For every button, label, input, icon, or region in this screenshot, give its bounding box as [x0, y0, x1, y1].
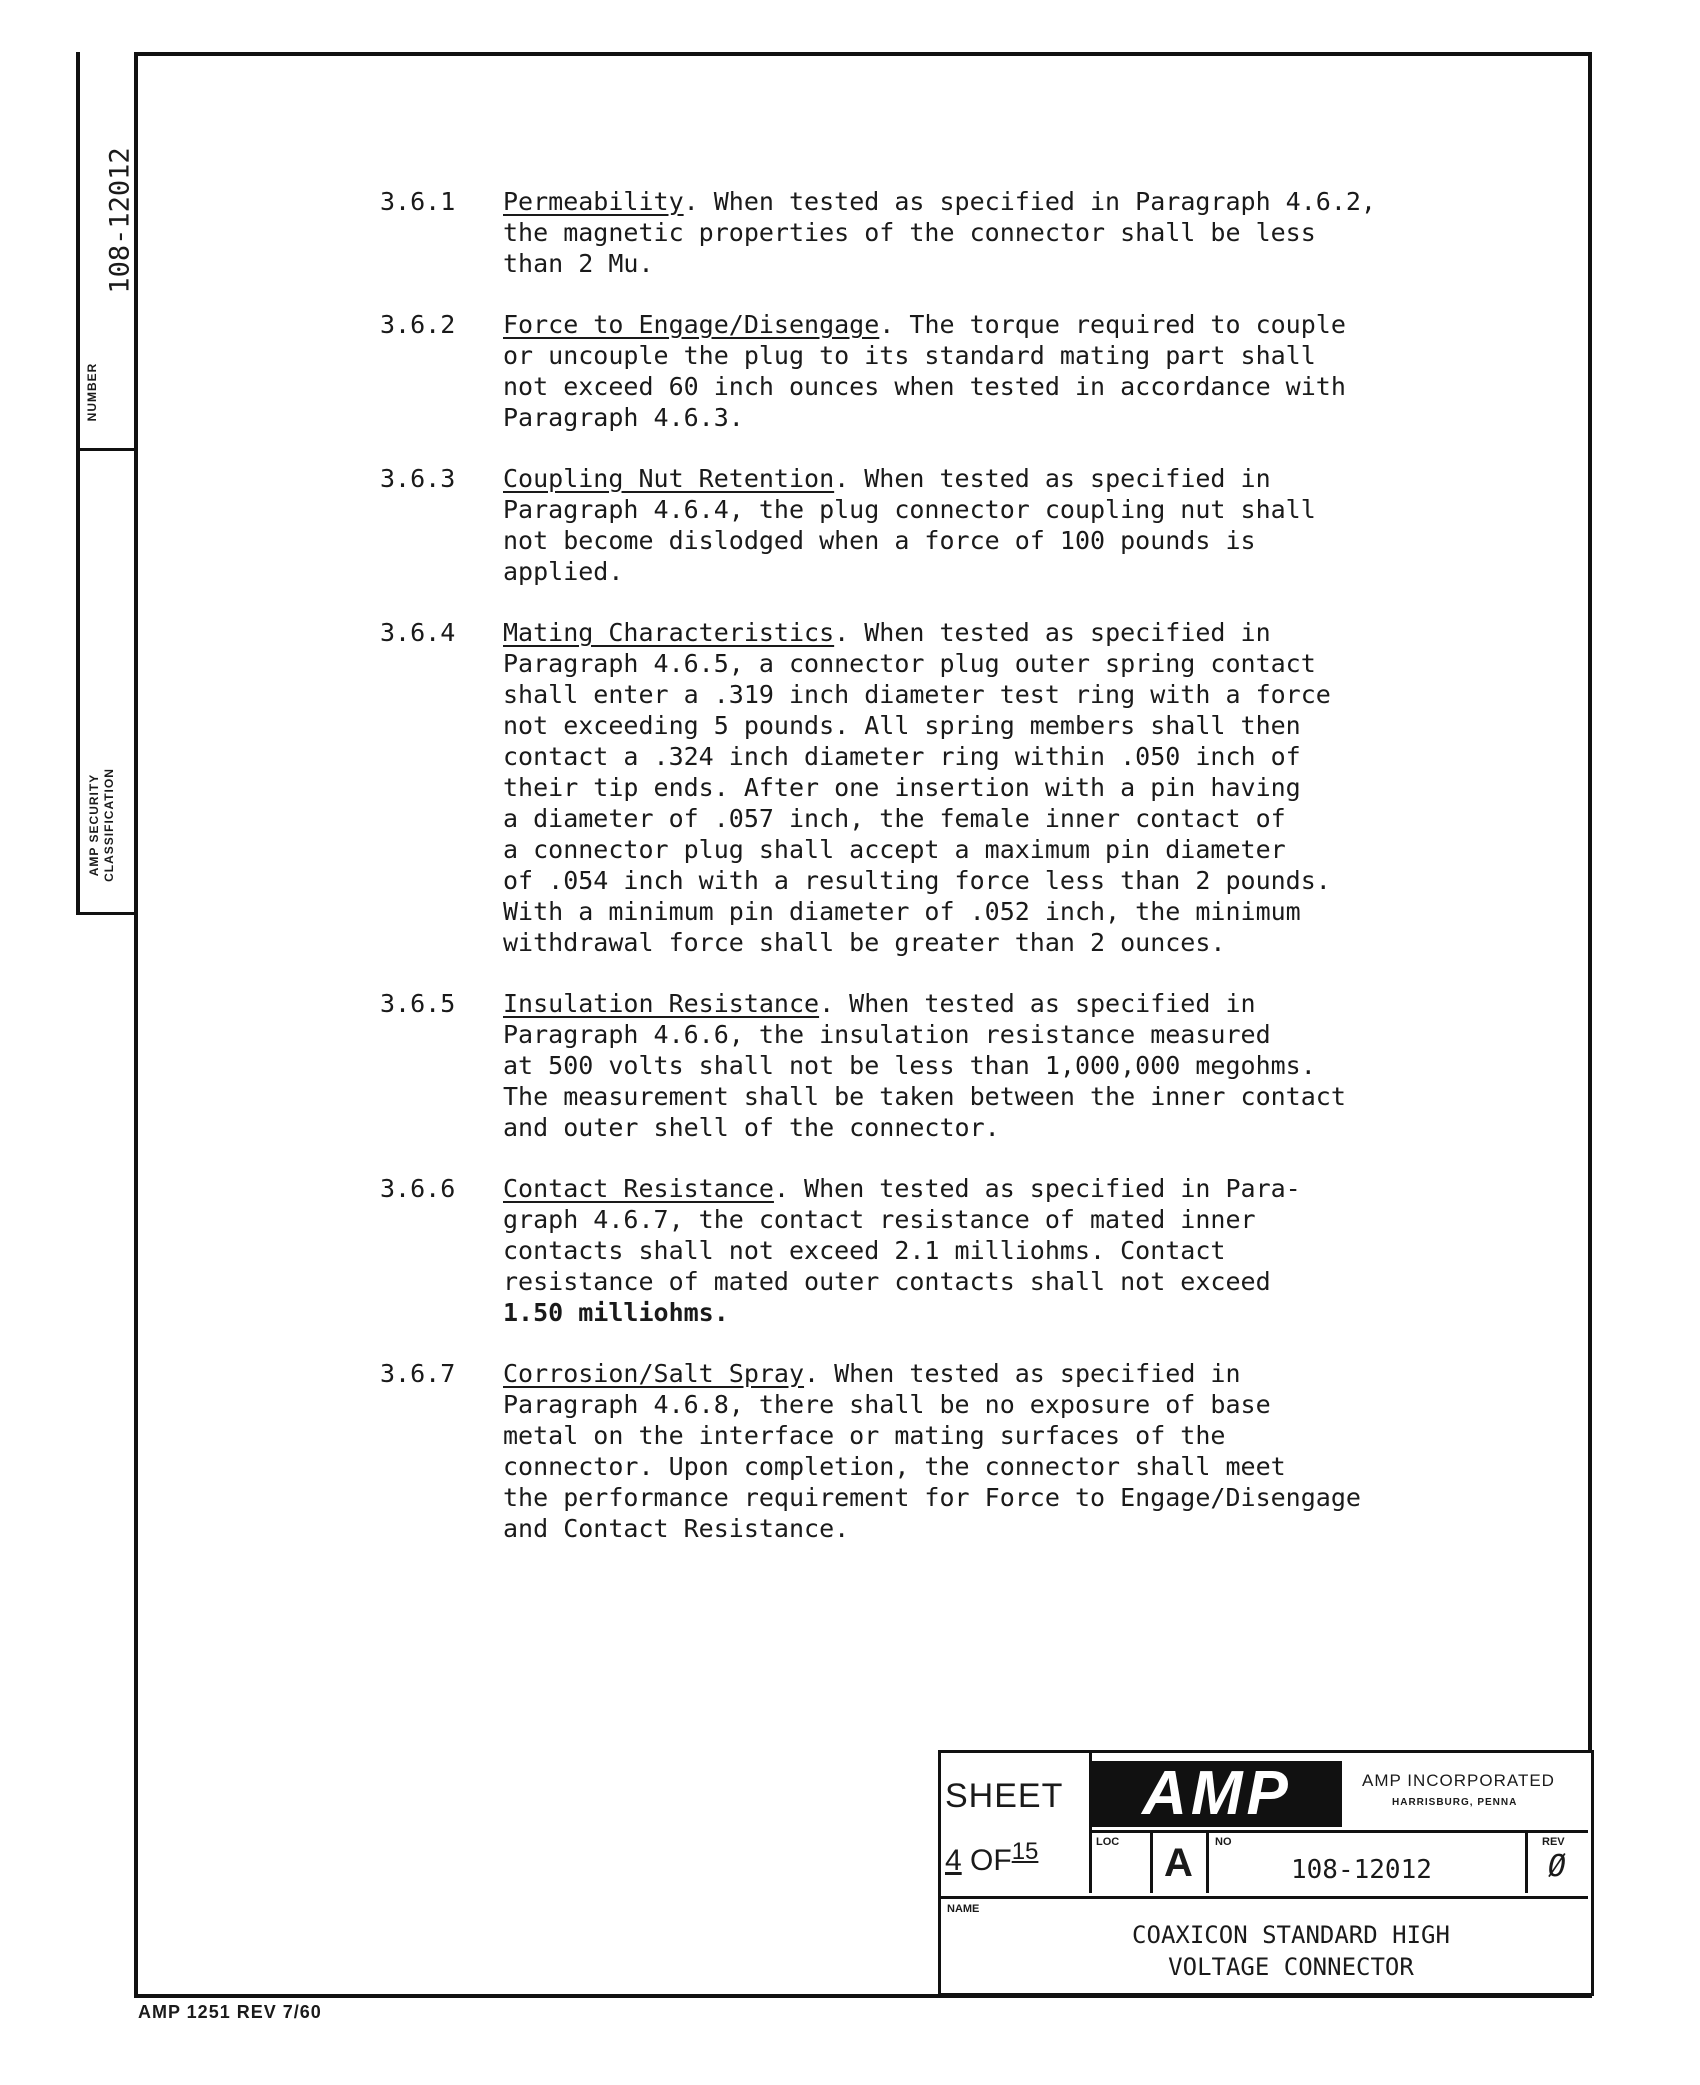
- logo-cell: [1092, 1753, 1588, 1833]
- side-document-number: 108-12012: [104, 147, 136, 294]
- section-title: Force to Engage/Disengage: [503, 310, 880, 339]
- section-title: Mating Characteristics: [503, 618, 835, 647]
- section-3-6-1: [380, 186, 1500, 279]
- rev-value: Ø: [1548, 1849, 1567, 1884]
- section-number: 3.6.4: [380, 618, 456, 647]
- section-number: 3.6.3: [380, 464, 456, 493]
- sheet-label: SHEET: [945, 1777, 1064, 1815]
- section-3-6-7: [380, 1358, 1500, 1544]
- document-name: COAXICON STANDARD HIGH VOLTAGE CONNECTOR: [1132, 1921, 1450, 1981]
- no-cell: [1209, 1833, 1528, 1893]
- section-number: 3.6.2: [380, 310, 456, 339]
- section-title: Insulation Resistance: [503, 989, 820, 1018]
- loc-caption: LOC: [1096, 1836, 1120, 1848]
- section-text: Coupling Nut Retention. When tested as specified in Paragraph 4.6.4, the plug connector coupling nut shall not become dislodged when a force of 100 pounds is applied.: [503, 464, 1316, 586]
- section-text: Corrosion/Salt Spray. When tested as specified in Paragraph 4.6.8, there shall be no exposure of base metal on the interface or mating surfaces of the connector. Upon completion, the connector shall meet the performance requirement for Force to Engage/Disengage and Contact Resistance.: [503, 1359, 1361, 1543]
- section-title: Permeability: [503, 187, 684, 216]
- name-caption: NAME: [947, 1903, 980, 1915]
- side-divider: [76, 448, 136, 451]
- bold-value: 1.50 milliohms.: [503, 1298, 729, 1327]
- section-text: Force to Engage/Disengage. The torque required to couple or uncouple the plug to its standard mating part shall not exceed 60 inch ounces when tested in accordance with Paragraph 4.6.3.: [503, 310, 1346, 432]
- section-text: Insulation Resistance. When tested as specified in Paragraph 4.6.6, the insulation resistance measured at 500 volts shall not be less than 1,000,000 megohms. The measurement shall be taken between the inner contact and outer shell of the connector.: [503, 989, 1346, 1142]
- section-3-6-3: [380, 463, 1500, 587]
- section-number: 3.6.5: [380, 989, 456, 1018]
- section-title: Corrosion/Salt Spray: [503, 1359, 805, 1388]
- loc-cell: [1092, 1833, 1209, 1893]
- security-caption-line1: AMP SECURITY: [87, 773, 101, 877]
- section-text: Contact Resistance. When tested as specified in Para- graph 4.6.7, the contact resistance of mated inner contacts shall not exceed 2.1 milliohms. Contact resistance of mated outer contacts shall not exceed 1.50 milliohms.: [503, 1173, 1493, 1328]
- section-text: Permeability. When tested as specified in Paragraph 4.6.2, the magnetic properties of the connector shall be less than 2 Mu.: [503, 187, 1376, 278]
- section-number: 3.6.1: [380, 187, 456, 216]
- no-caption: NO: [1215, 1836, 1232, 1848]
- section-number: 3.6.6: [380, 1174, 456, 1203]
- rev-cell: [1528, 1833, 1588, 1893]
- company-city: HARRISBURG, PENNA: [1392, 1797, 1518, 1808]
- section-3-6-5: [380, 988, 1500, 1143]
- amp-logo: AMP: [1092, 1761, 1342, 1827]
- name-cell: [941, 1896, 1588, 1993]
- document-number: 108-12012: [1291, 1855, 1432, 1885]
- company-name: AMP INCORPORATED: [1362, 1771, 1555, 1790]
- section-3-6-4: [380, 617, 1500, 958]
- rev-caption: REV: [1542, 1836, 1565, 1848]
- document-body: [380, 186, 1500, 1574]
- section-title: Contact Resistance: [503, 1174, 774, 1203]
- section-3-6-2: [380, 309, 1500, 433]
- section-title: Coupling Nut Retention: [503, 464, 835, 493]
- sheet-count: 4 OF$^{15}$: [945, 1838, 1039, 1877]
- title-block: [938, 1750, 1594, 1996]
- sheet-cell: [941, 1753, 1092, 1893]
- security-caption-line2: CLASSIFICATION: [102, 768, 116, 882]
- security-classification-caption: [87, 750, 117, 900]
- form-number: AMP 1251 REV 7/60: [138, 2002, 322, 2022]
- number-caption: NUMBER: [85, 362, 99, 422]
- section-number: 3.6.7: [380, 1359, 456, 1388]
- section-3-6-6: [380, 1173, 1500, 1328]
- loc-value: A: [1164, 1841, 1193, 1885]
- section-text: Mating Characteristics. When tested as specified in Paragraph 4.6.5, a connector plug outer spring contact shall enter a .319 inch diameter test ring with a force not exceeding 5 pounds. All spring members shall then contact a .324 inch diameter ring within .050 inch of their tip ends. After one insertion with a pin having a diameter of .057 inch, the female inner contact of a connector plug shall accept a maximum pin diameter of .054 inch with a resulting force less than 2 pounds. With a minimum pin diameter of .052 inch, the minimum withdrawal force shall be greater than 2 ounces.: [503, 618, 1331, 957]
